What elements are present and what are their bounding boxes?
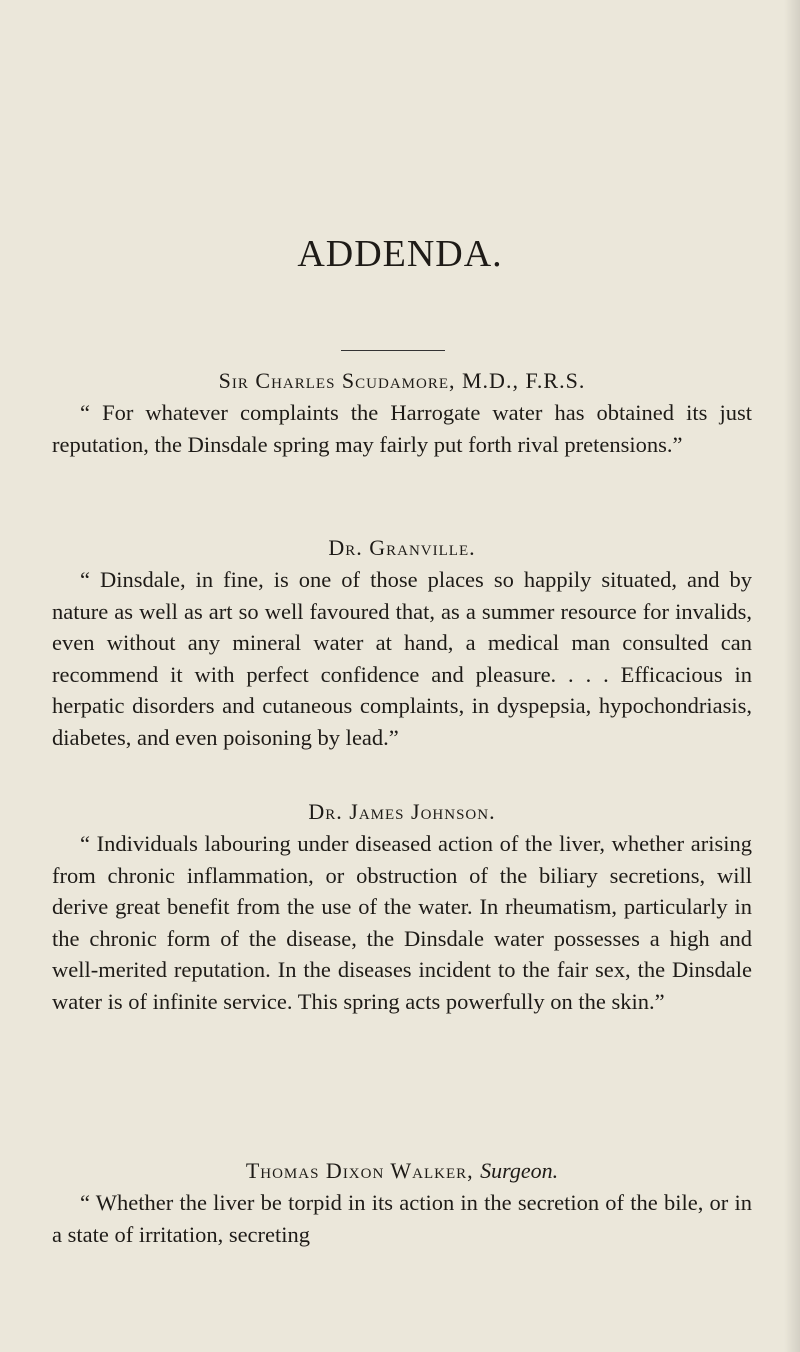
heading-rule bbox=[341, 350, 445, 351]
testimonial-johnson bbox=[52, 795, 752, 1018]
testimonial-granville bbox=[52, 531, 752, 754]
attribution bbox=[52, 795, 752, 828]
quote-text: “ Individuals labouring under diseased action of the liver, whether arising from chronic inflammation, or obstruction of the biliary secretions, will derive great benefit from the use of the water. In rheumatism, particularly in the chronic form of the disease, the Dinsdale water possesses a high and well-merited reputation. In the diseases incident to the fair sex, the Dinsdale water is of infinite service. This spring acts powerfully on the skin.” bbox=[52, 831, 752, 1014]
attribution bbox=[52, 531, 752, 564]
quote-text: “ Dinsdale, in fine, is one of those places so happily situated, and by nature as well as art so well favoured that, as a summer resource for invalids, even without any mineral water at hand, a medical man consulted can recommend it with perfect confidence and pleasure. . . . Efficacious in herpatic disorders and cutaneous complaints, in dyspepsia, hypochondriasis, diabetes, and even poisoning by lead.” bbox=[52, 567, 752, 750]
quote-text: “ Whether the liver be torpid in its action in the secretion of the bile, or in a state of irritation, secreting bbox=[52, 1190, 752, 1247]
page-heading: ADDENDA. bbox=[297, 233, 503, 275]
attribution-name: Dr. Granville. bbox=[328, 535, 476, 560]
quote-text: “ For whatever complaints the Harrogate water has obtained its just reputation, the Dinsdale spring may fairly put forth rival pretensions.” bbox=[52, 400, 752, 457]
attribution bbox=[52, 1154, 752, 1187]
testimonial-scudamore bbox=[52, 364, 752, 460]
attribution-role: Surgeon. bbox=[480, 1158, 559, 1183]
testimonial-walker bbox=[52, 1154, 752, 1250]
attribution-name: Sir Charles Scudamore, M.D., F.R.S. bbox=[218, 368, 586, 393]
page-edge-shadow bbox=[784, 0, 800, 1352]
attribution bbox=[52, 364, 752, 397]
attribution-name: Thomas Dixon Walker, bbox=[245, 1158, 474, 1183]
attribution-name: Dr. James Johnson. bbox=[308, 799, 496, 824]
